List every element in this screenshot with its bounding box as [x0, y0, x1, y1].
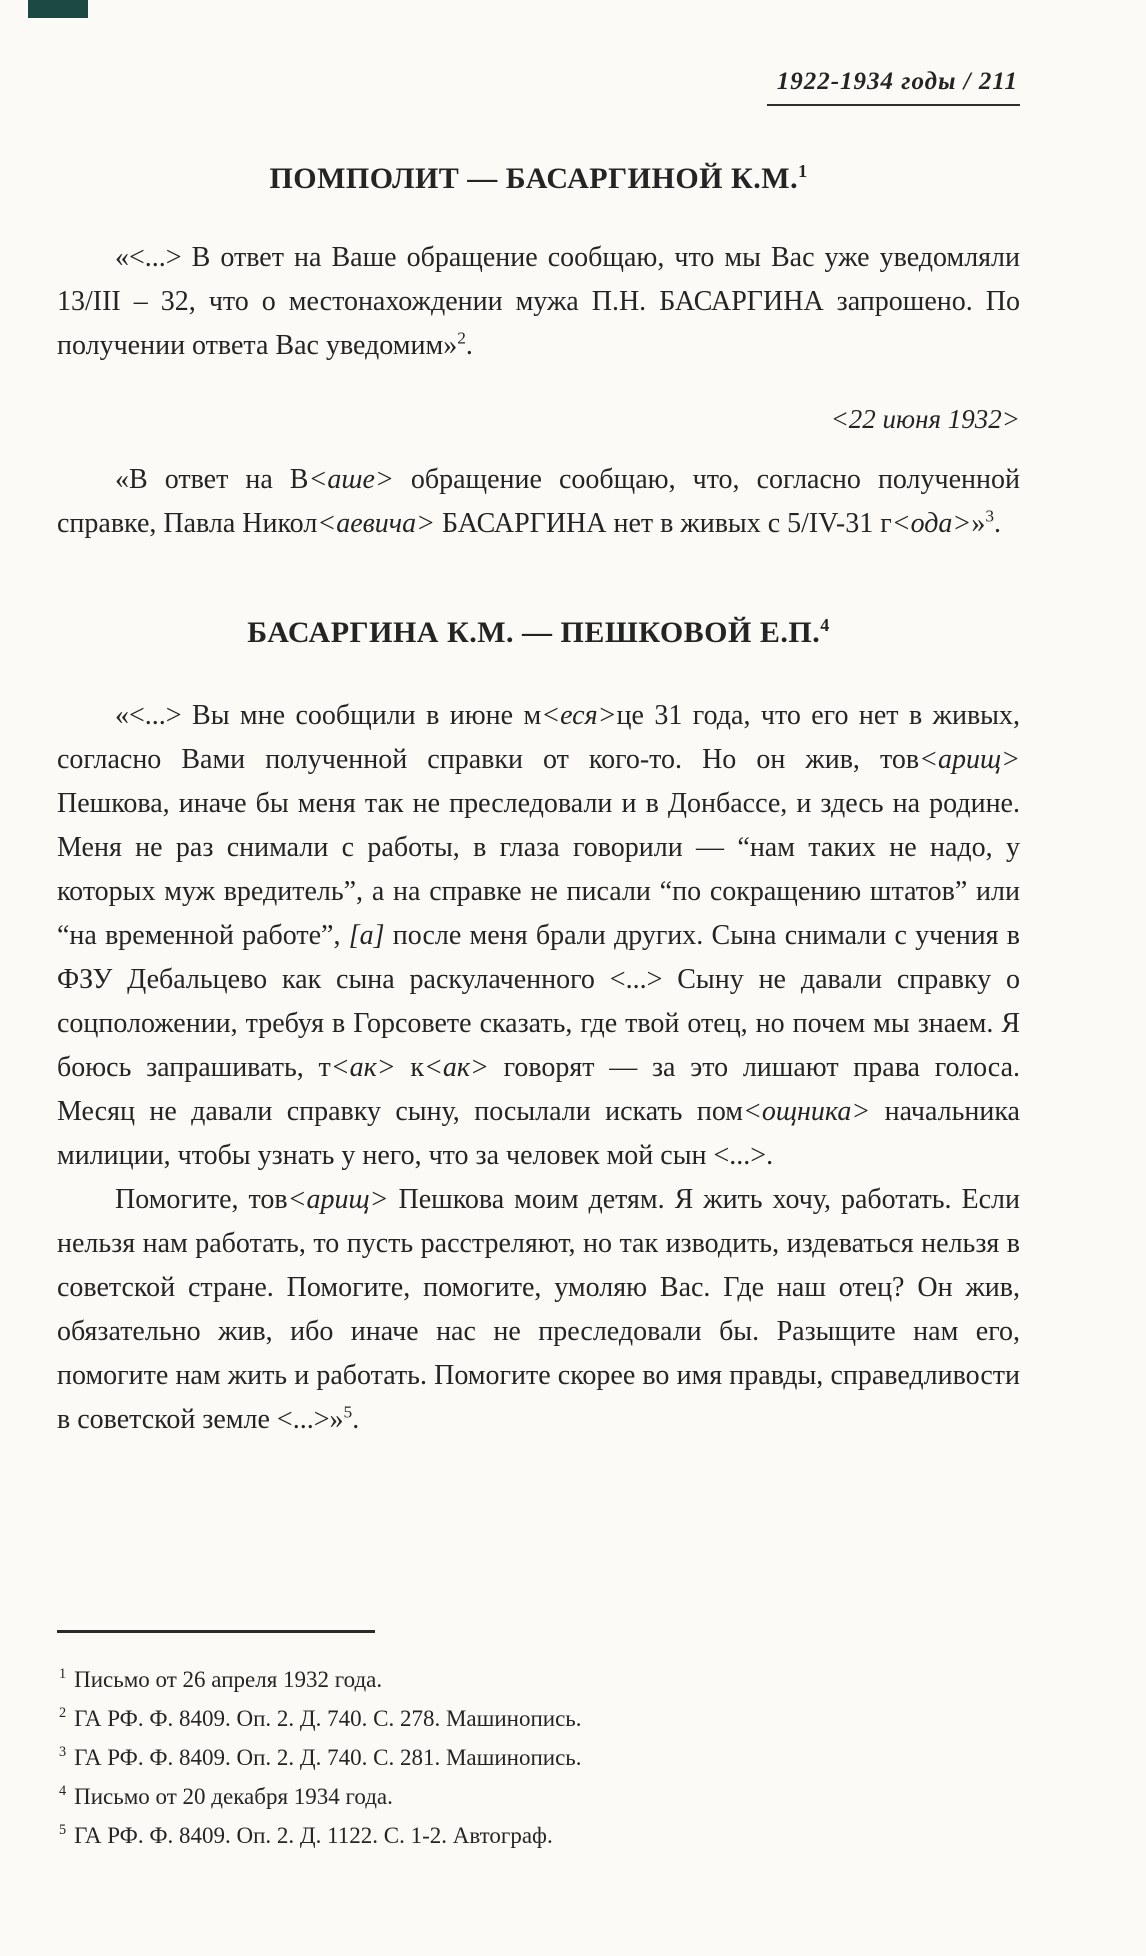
section-title-pompolit: [57, 162, 1020, 196]
footnote-ref: 2: [457, 328, 466, 348]
footnote-text: Письмо от 26 апреля 1932 года.: [74, 1667, 383, 1692]
editorial-insertion: <аевича>: [317, 508, 436, 539]
text-segment: Пешкова, иначе бы меня так не преследовали и в Донбассе, и здесь на родине. Меня не раз снимали с работы, в глаза говорили — “нам таких не надо, у которых муж вредитель”, а на справке не писали “по сокращению штатов” или “на временной работе”,: [57, 788, 1020, 951]
quote-paragraph-2: [57, 458, 1020, 546]
footnote-number: 1: [59, 1666, 67, 1683]
footnote-number: 3: [59, 1744, 67, 1761]
editorial-insertion: <ак>: [330, 1052, 396, 1083]
footnote-text: ГА РФ. Ф. 8409. Оп. 2. Д. 1122. С. 1-2. Автограф.: [74, 1823, 553, 1848]
editorial-insertion: <арищ>: [287, 1184, 389, 1215]
text-segment: обращение сообщаю, что, согласно полученной справке, Павла Никол: [57, 464, 1020, 539]
text-segment: говорят — за это лишают права голоса. Месяц не давали справку сыну, посылали искать пом: [57, 1052, 1021, 1127]
text-segment: »: [971, 508, 986, 539]
footnote-ref: 3: [985, 506, 994, 526]
section-title-text: БАСАРГИНА К.М. — ПЕШКОВОЙ Е.П.: [247, 616, 821, 649]
footnotes: [57, 1660, 1020, 1855]
footnote-ref-4: 4: [820, 615, 830, 635]
editorial-insertion: <еся>: [541, 700, 617, 731]
text-segment: после меня брали других. Сына снимали с учения в ФЗУ Дебальцево как сына раскулаченного <...> Сыну не давали справку о соцположении, требуя в Горсовете сказать, где твой отец, но почем мы знаем. Я боюсь запрашивать, т: [57, 920, 1021, 1083]
text-segment: .: [352, 1404, 360, 1435]
text-segment: начальника милиции, чтобы узнать у него, что за человек мой сын <...>.: [57, 1096, 1020, 1171]
editorial-insertion: <ода>: [891, 508, 972, 539]
letter-paragraph-1: [57, 694, 1020, 1178]
text-segment: «<...> В ответ на Ваше обращение сообщаю, что мы Вас уже уведомляли 13/III – 32, что о местонахождении мужа П.Н. БАСАРГИНА запрошено. По получении ответа Вас уведомим»: [57, 242, 1020, 361]
footnote-text: ГА РФ. Ф. 8409. Оп. 2. Д. 740. С. 281. Машинопись.: [74, 1745, 582, 1770]
text-segment: БАСАРГИНА нет в живых с 5/IV-31 г: [435, 508, 892, 539]
scan-artifact: [28, 0, 88, 18]
footnote-ref: 5: [343, 1402, 353, 1422]
text-segment: .: [465, 330, 473, 361]
editorial-insertion: <арищ>: [919, 744, 1020, 775]
letter-body: [57, 694, 1020, 1442]
footnote-5: [57, 1816, 1020, 1855]
text-segment: Помогите, тов: [115, 1184, 288, 1215]
footnote-2: [57, 1699, 1020, 1738]
footnote-number: 5: [59, 1822, 67, 1839]
editorial-insertion: <аше>: [308, 464, 394, 495]
text-segment: це 31 года, что его нет в живых, согласно Вами полученной справки от кого-то. Но он жив, тов: [57, 700, 1020, 775]
text-segment: к: [395, 1052, 424, 1083]
date-line: <22 июня 1932>: [830, 404, 1020, 434]
quote-paragraph-1: [57, 236, 1020, 368]
text-segment: «В ответ на В: [115, 464, 309, 495]
footnote-ref-1: 1: [798, 161, 808, 181]
section-title-text: ПОМПОЛИТ — БАСАРГИНОЙ К.М.: [269, 162, 799, 195]
footnote-text: ГА РФ. Ф. 8409. Оп. 2. Д. 740. С. 278. Машинопись.: [74, 1706, 582, 1731]
footnote-number: 2: [59, 1705, 67, 1722]
footnote-1: [57, 1660, 1020, 1699]
footnote-text: Письмо от 20 декабря 1934 года.: [74, 1784, 393, 1809]
running-head: [57, 68, 1020, 106]
editorial-insertion: [а]: [348, 920, 385, 951]
footnote-4: [57, 1777, 1020, 1816]
footnote-number: 4: [59, 1783, 67, 1800]
letter-paragraph-2: [57, 1178, 1020, 1442]
editorial-insertion: <ак>: [423, 1052, 489, 1083]
text-segment: Пешкова моим детям. Я жить хочу, работать. Если нельзя нам работать, то пусть расстреляют, но так изводить, издеваться нельзя в советской стране. Помогите, помогите, умоляю Вас. Где наш отец? Он жив, обязательно жив, ибо иначе нас не преследовали бы. Разыщите нам его, помогите нам жить и работать. Помогите скорее во имя правды, справедливости в советской земле <...>»: [57, 1184, 1020, 1435]
section-title-basargina: [57, 616, 1020, 650]
footnote-3: [57, 1738, 1020, 1777]
text-segment: .: [994, 508, 1001, 539]
text-segment: «<...> Вы мне сообщили в июне м: [115, 700, 542, 731]
footnote-rule: [57, 1630, 375, 1633]
editorial-insertion: <ощника>: [743, 1096, 871, 1127]
page-header-text: 1922-1934 годы / 211: [767, 68, 1020, 106]
